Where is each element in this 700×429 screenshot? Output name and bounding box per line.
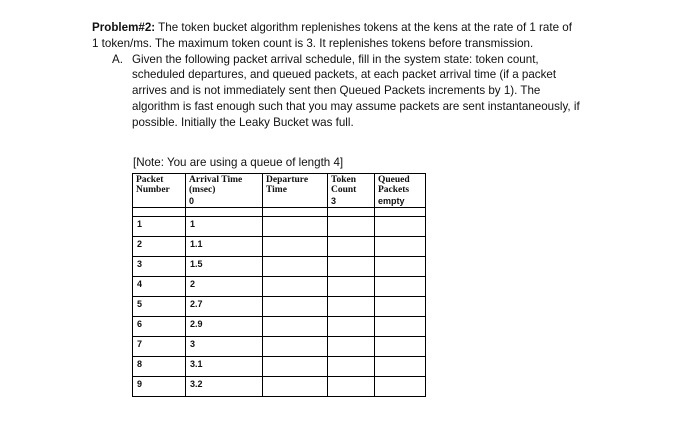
packet-number-cell: 9 xyxy=(133,377,186,397)
packet-number-cell: 4 xyxy=(133,277,186,297)
queued-packets-cell[interactable] xyxy=(375,237,426,257)
arrival-time-cell: 1.5 xyxy=(186,257,263,277)
queued-packets-cell[interactable] xyxy=(375,257,426,277)
departure-time-cell[interactable] xyxy=(263,297,328,317)
arrival-time-cell: 2.9 xyxy=(186,317,263,337)
table-row xyxy=(133,357,426,377)
packet-schedule-table xyxy=(132,173,426,397)
arrival-time-cell: 2 xyxy=(186,277,263,297)
packet-number-cell: 5 xyxy=(133,297,186,317)
departure-time-cell[interactable] xyxy=(263,237,328,257)
packet-number-cell: 8 xyxy=(133,357,186,377)
departure-time-cell[interactable] xyxy=(263,377,328,397)
token-count-cell[interactable] xyxy=(328,237,375,257)
token-count-cell[interactable] xyxy=(328,317,375,337)
table-row xyxy=(133,377,426,397)
packet-number-cell: 7 xyxy=(133,337,186,357)
header-arrival-time: Arrival Time (msec) 0 xyxy=(186,174,263,208)
item-a-line: algorithm is fast enough such that you may assume packets are sent instantaneously, if xyxy=(132,99,580,113)
queue-note: [Note: You are using a queue of length 4] xyxy=(133,156,344,169)
queued-packets-cell[interactable] xyxy=(375,277,426,297)
table-row xyxy=(133,277,426,297)
departure-time-cell[interactable] xyxy=(263,217,328,237)
queued-packets-cell[interactable] xyxy=(375,217,426,237)
intro-line-1: The token bucket algorithm replenishes tokens at the kens at the rate of 1 rate of xyxy=(155,21,572,34)
problem-intro xyxy=(92,20,652,52)
departure-time-cell[interactable] xyxy=(263,257,328,277)
header-packet-number: Packet Number xyxy=(133,174,186,208)
queued-packets-cell[interactable] xyxy=(375,297,426,317)
queued-packets-cell[interactable] xyxy=(375,357,426,377)
initial-queued: empty xyxy=(378,196,405,206)
token-count-cell[interactable] xyxy=(328,377,375,397)
header-token-count: Token Count 3 xyxy=(328,174,375,208)
token-count-cell[interactable] xyxy=(328,337,375,357)
initial-token-count: 3 xyxy=(331,196,337,206)
table-row xyxy=(133,237,426,257)
table-row xyxy=(133,317,426,337)
packet-number-cell: 2 xyxy=(133,237,186,257)
item-a-body xyxy=(132,52,580,131)
item-a-line: scheduled departures, and queued packets, at each packet arrival time (if a packet xyxy=(132,68,557,82)
table-spacer-row xyxy=(133,208,426,217)
intro-line-2: 1 token/ms. The maximum token count is 3. It replenishes tokens before transmission. xyxy=(92,36,534,50)
packet-number-cell: 1 xyxy=(133,217,186,237)
item-a-line: possible. Initially the Leaky Bucket was full. xyxy=(132,115,354,129)
packet-number-cell: 6 xyxy=(133,317,186,337)
queued-packets-cell[interactable] xyxy=(375,337,426,357)
arrival-time-cell: 3.1 xyxy=(186,357,263,377)
token-count-cell[interactable] xyxy=(328,297,375,317)
table-row xyxy=(133,337,426,357)
arrival-time-cell: 2.7 xyxy=(186,297,263,317)
table-row xyxy=(133,297,426,317)
problem-label: Problem#2: xyxy=(92,21,156,34)
queued-packets-cell[interactable] xyxy=(375,377,426,397)
table-row xyxy=(133,217,426,237)
departure-time-cell[interactable] xyxy=(263,317,328,337)
item-a xyxy=(112,52,652,131)
departure-time-cell[interactable] xyxy=(263,357,328,377)
arrival-time-cell: 3.2 xyxy=(186,377,263,397)
arrival-time-cell: 3 xyxy=(186,337,263,357)
queued-packets-cell[interactable] xyxy=(375,317,426,337)
token-count-cell[interactable] xyxy=(328,357,375,377)
table-row xyxy=(133,257,426,277)
item-a-line: arrives and is not immediately sent then Queued Packets increments by 1). The xyxy=(132,84,541,98)
table-header-row xyxy=(133,174,426,208)
departure-time-cell[interactable] xyxy=(263,277,328,297)
item-a-line: Given the following packet arrival schedule, fill in the system state: token count, xyxy=(132,52,539,66)
arrival-time-cell: 1 xyxy=(186,217,263,237)
departure-time-cell[interactable] xyxy=(263,337,328,357)
token-count-cell[interactable] xyxy=(328,217,375,237)
token-count-cell[interactable] xyxy=(328,257,375,277)
arrival-time-cell: 1.1 xyxy=(186,237,263,257)
packet-number-cell: 3 xyxy=(133,257,186,277)
header-queued-packets: Queued Packets empty xyxy=(375,174,426,208)
token-count-cell[interactable] xyxy=(328,277,375,297)
initial-arrival: 0 xyxy=(189,196,195,206)
problem-text xyxy=(92,20,652,131)
header-departure-time: Departure Time xyxy=(263,174,328,208)
item-a-marker: A. xyxy=(112,52,123,66)
